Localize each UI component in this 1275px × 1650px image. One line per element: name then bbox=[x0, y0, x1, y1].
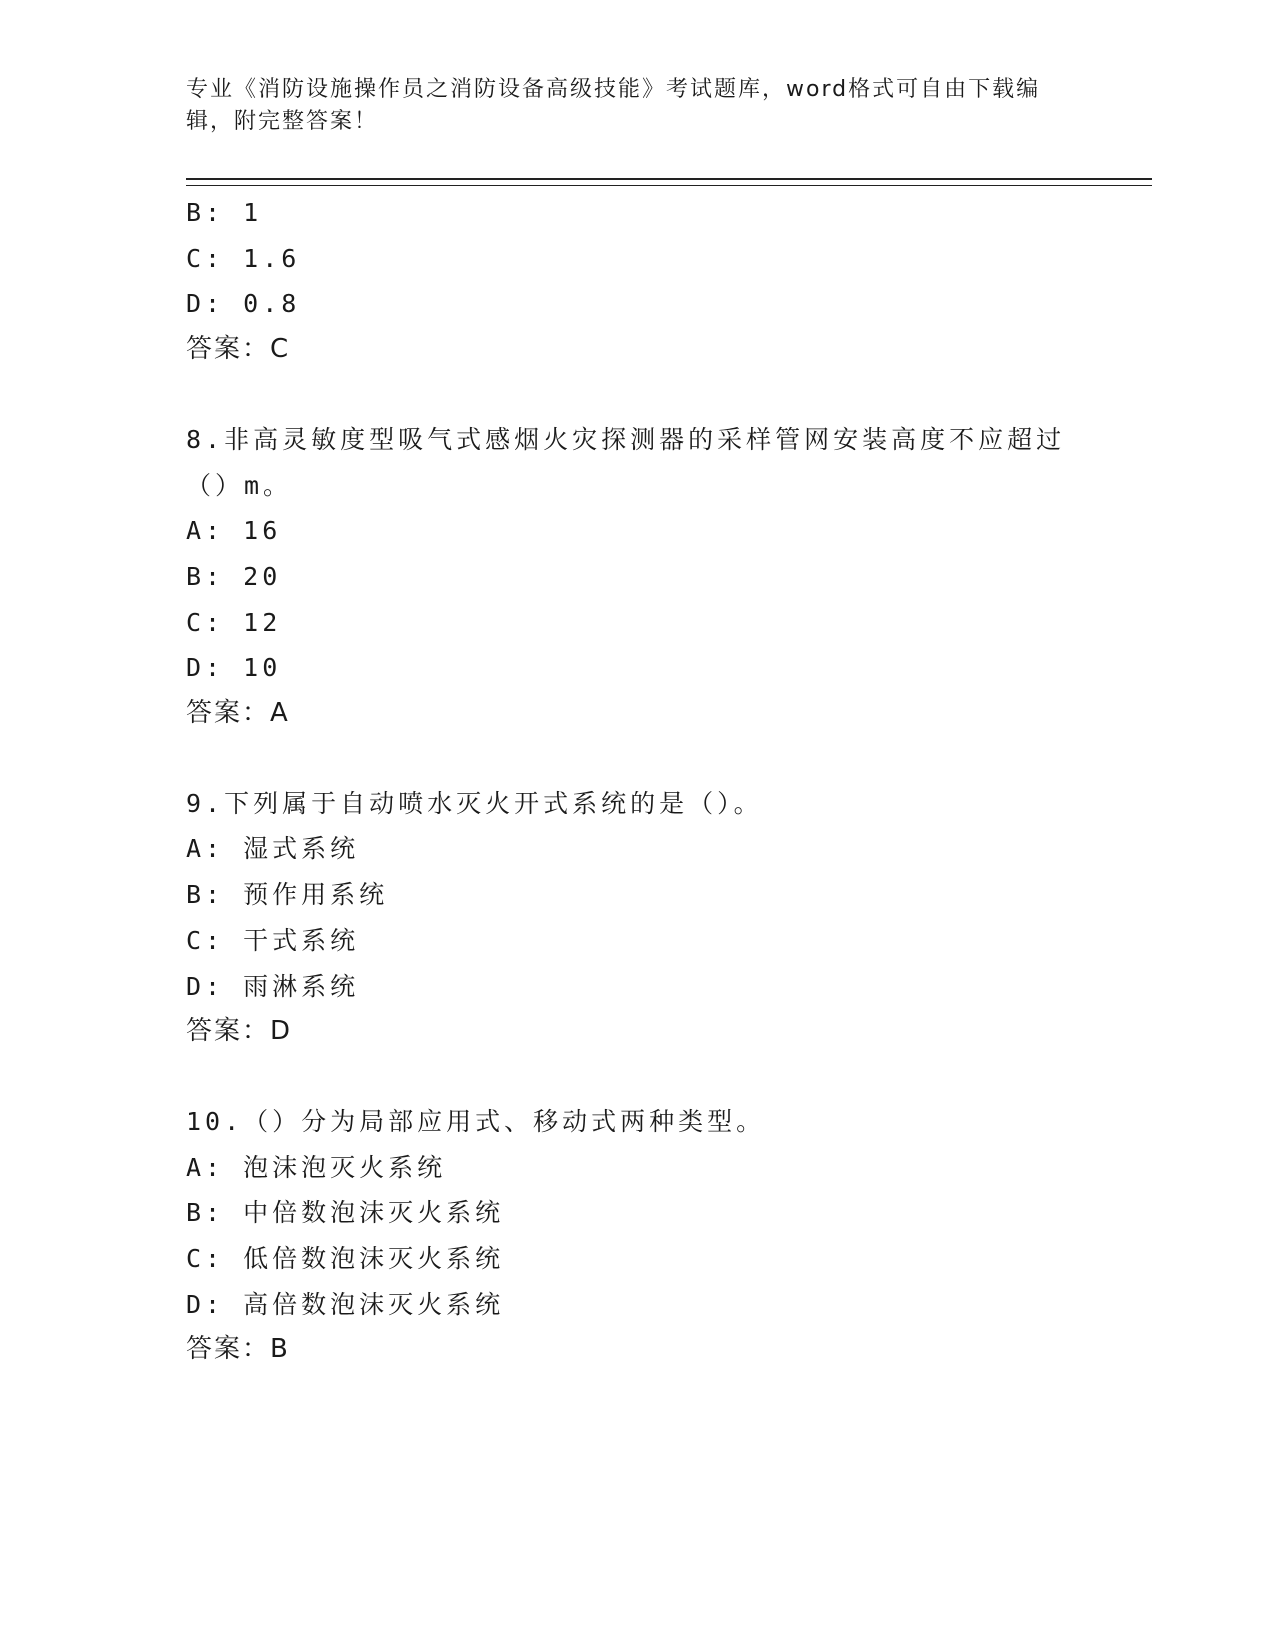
question-text: 10.（）分为局部应用式、移动式两种类型。 bbox=[186, 1106, 766, 1136]
question-block-8 bbox=[186, 417, 1086, 737]
question-text: 9.下列属于自动喷水灭火开式系统的是（）。 bbox=[186, 788, 763, 818]
question-block-9 bbox=[186, 781, 1086, 1055]
option-b: B: 1 bbox=[186, 198, 263, 227]
answer-text: 答案：A bbox=[186, 698, 290, 729]
question-text: 8.非高灵敏度型吸气式感烟火灾探测器的采样管网安装高度不应超过（）m。 bbox=[186, 424, 1066, 500]
option-b: B: 预作用系统 bbox=[186, 880, 389, 910]
option-c: C: 干式系统 bbox=[186, 925, 360, 955]
option-a: A: 16 bbox=[186, 516, 282, 546]
option-d: D: 雨淋系统 bbox=[186, 971, 360, 1001]
question-list bbox=[186, 190, 1086, 1417]
answer-text: 答案：C bbox=[186, 334, 291, 365]
question-block-prev bbox=[186, 190, 1086, 373]
option-b: B: 中倍数泡沫灭火系统 bbox=[186, 1198, 505, 1228]
option-a: A: 湿式系统 bbox=[186, 834, 360, 864]
header-divider bbox=[186, 178, 1152, 186]
option-d: D: 高倍数泡沫灭火系统 bbox=[186, 1289, 505, 1319]
answer-text: 答案：B bbox=[186, 1334, 290, 1365]
option-c: C: 1.6 bbox=[186, 243, 301, 273]
question-block-10 bbox=[186, 1099, 1086, 1373]
option-a: A: 泡沫泡灭火系统 bbox=[186, 1152, 447, 1182]
option-d: D: 10 bbox=[186, 653, 282, 683]
option-c: C: 12 bbox=[186, 607, 282, 637]
answer-text: 答案：D bbox=[186, 1016, 293, 1047]
option-b: B: 20 bbox=[186, 561, 282, 591]
page-header: 专业《消防设施操作员之消防设备高级技能》考试题库，word格式可自由下载编辑，附完整答案！ bbox=[186, 77, 1041, 134]
option-d: D: 0.8 bbox=[186, 289, 301, 319]
option-c: C: 低倍数泡沫灭火系统 bbox=[186, 1244, 505, 1274]
